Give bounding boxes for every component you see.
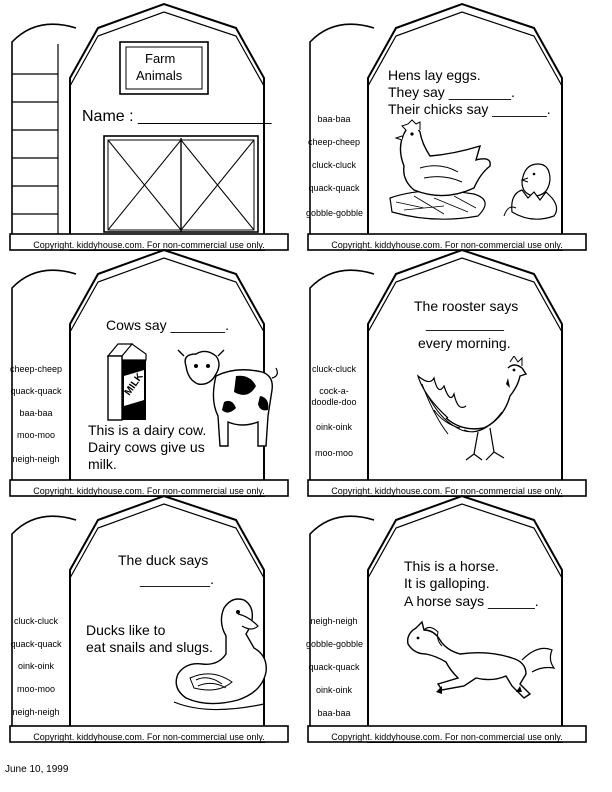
horse-card bbox=[304, 496, 590, 744]
copyright: Copyright. kiddyhouse.com. For non-commercial use only. bbox=[33, 732, 265, 742]
copyright: Copyright. kiddyhouse.com. For non-commercial use only. bbox=[33, 240, 265, 250]
sign-line-2: Animals bbox=[136, 68, 183, 83]
option-2[interactable]: gobble-gobble bbox=[306, 639, 364, 649]
option-3[interactable]: baa-baa bbox=[19, 408, 53, 418]
option-5[interactable]: gobble-gobble bbox=[306, 208, 364, 218]
rooster-card bbox=[304, 250, 590, 498]
copyright: Copyright. kiddyhouse.com. For non-commercial use only. bbox=[331, 240, 563, 250]
cow-title: Cows say _______. bbox=[106, 317, 229, 333]
option-4[interactable]: moo-moo bbox=[16, 430, 55, 440]
rooster-line-2: __________ bbox=[426, 315, 504, 331]
option-1[interactable]: neigh-neigh bbox=[310, 616, 358, 626]
option-2[interactable]: quack-quack bbox=[10, 386, 62, 396]
option-4[interactable]: quack-quack bbox=[308, 183, 360, 193]
sign-line-1: Farm bbox=[145, 51, 176, 66]
cow-card bbox=[6, 250, 292, 498]
option-2[interactable]: quack-quack bbox=[10, 639, 62, 649]
option-4[interactable]: oink-oink bbox=[315, 685, 353, 695]
hen-illustration bbox=[384, 116, 578, 226]
cow-body-1: This is a dairy cow. bbox=[88, 422, 207, 438]
option-1[interactable]: cheep-cheep bbox=[9, 364, 63, 374]
option-5[interactable]: baa-baa bbox=[317, 708, 351, 718]
milk-label: MILK bbox=[122, 371, 146, 398]
rooster-line-1: The rooster says bbox=[414, 298, 519, 314]
hen-card bbox=[304, 4, 590, 252]
option-1[interactable]: cluck-cluck bbox=[13, 616, 58, 626]
rooster-illustration bbox=[414, 356, 534, 472]
duck-illustration bbox=[168, 592, 272, 722]
copyright: Copyright. kiddyhouse.com. For non-commercial use only. bbox=[33, 486, 265, 496]
barn-frame bbox=[6, 4, 292, 252]
cow-body-3: milk. bbox=[88, 456, 117, 472]
option-4[interactable]: moo-moo bbox=[16, 684, 55, 694]
horse-line-3: A horse says ______. bbox=[404, 593, 539, 609]
option-2[interactable]: cheep-cheep bbox=[307, 137, 361, 147]
hen-line-2: They say ________. bbox=[388, 84, 515, 100]
cow-body-2: Dairy cows give us bbox=[88, 439, 205, 455]
option-1[interactable]: baa-baa bbox=[317, 114, 351, 124]
duck-line-2: _________. bbox=[140, 571, 214, 587]
option-3[interactable]: cluck-cluck bbox=[311, 160, 356, 170]
duck-body-2: eat snails and slugs. bbox=[86, 639, 213, 655]
rooster-line-3: every morning. bbox=[418, 335, 511, 351]
option-2-cont[interactable]: doodle-doo bbox=[311, 397, 357, 407]
name-label[interactable]: Name : _______________ bbox=[82, 108, 272, 125]
option-4[interactable]: moo-moo bbox=[314, 448, 353, 458]
hen-line-3: Their chicks say _______. bbox=[388, 101, 551, 117]
option-3[interactable]: quack-quack bbox=[308, 662, 360, 672]
duck-body-1: Ducks like to bbox=[86, 622, 166, 638]
option-3[interactable]: oink-oink bbox=[315, 422, 353, 432]
duck-line-1: The duck says bbox=[118, 552, 209, 568]
option-2[interactable]: cock-a- bbox=[319, 386, 349, 396]
option-5[interactable]: neigh-neigh bbox=[12, 454, 60, 464]
horse-line-2: It is galloping. bbox=[404, 575, 490, 591]
horse-illustration bbox=[402, 620, 558, 700]
copyright: Copyright. kiddyhouse.com. For non-commercial use only. bbox=[331, 732, 563, 742]
copyright: Copyright. kiddyhouse.com. For non-commercial use only. bbox=[331, 486, 563, 496]
horse-line-1: This is a horse. bbox=[404, 558, 499, 574]
cover-card bbox=[6, 4, 292, 252]
option-5[interactable]: neigh-neigh bbox=[12, 707, 60, 717]
hen-line-1: Hens lay eggs. bbox=[388, 67, 481, 83]
date-stamp: June 10, 1999 bbox=[5, 764, 69, 775]
duck-card bbox=[6, 496, 292, 744]
option-1[interactable]: cluck-cluck bbox=[311, 364, 356, 374]
option-3[interactable]: oink-oink bbox=[17, 661, 55, 671]
